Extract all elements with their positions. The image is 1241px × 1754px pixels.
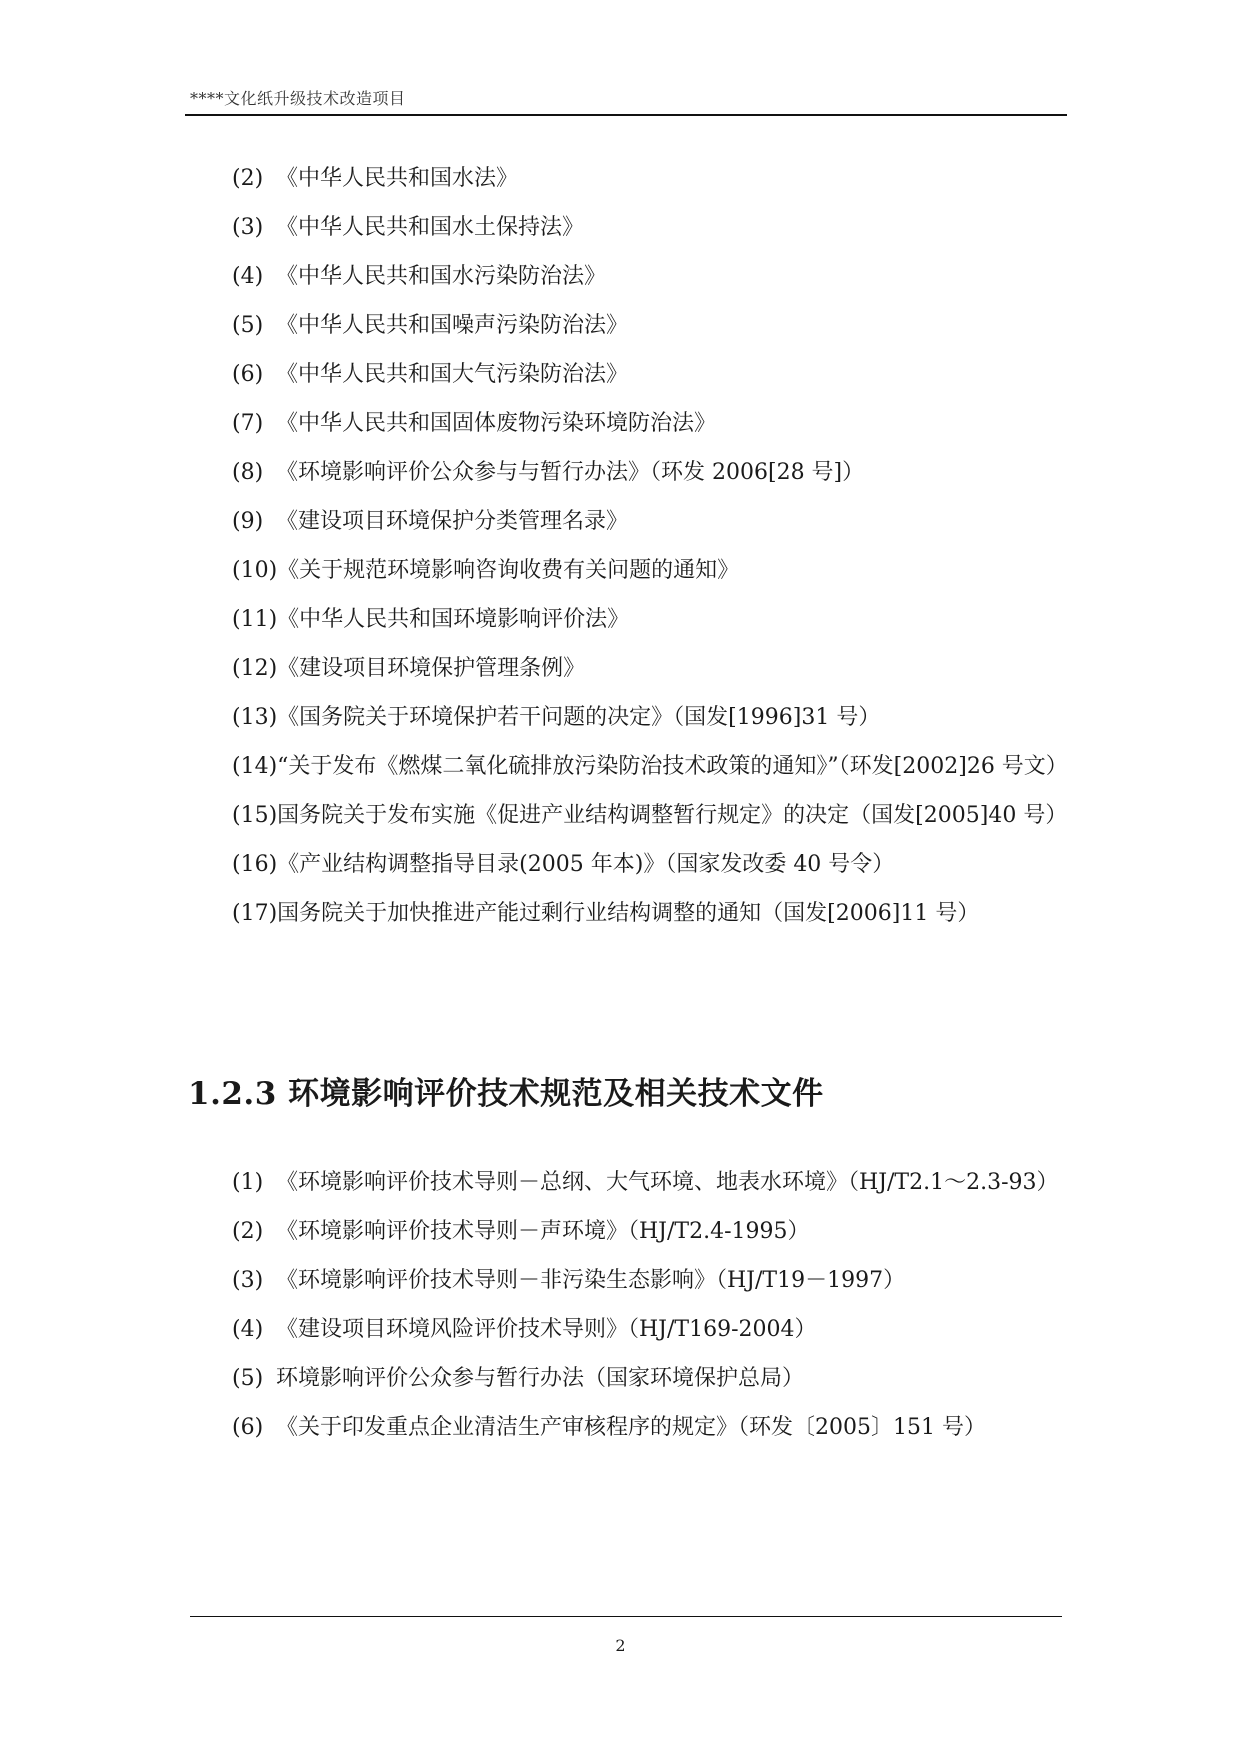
list-item	[232, 497, 1064, 546]
item-number: (2)	[232, 1219, 264, 1244]
list-item	[232, 154, 1064, 203]
item-text: 《中华人民共和国水土保持法》	[276, 215, 585, 240]
list-item	[232, 350, 1064, 399]
item-number: (4)	[232, 264, 264, 289]
item-text: 《中华人民共和国噪声污染防治法》	[276, 313, 629, 338]
item-number: (16)	[232, 852, 278, 877]
header-rule	[185, 114, 1067, 116]
list-item	[232, 399, 1064, 448]
list-item	[232, 693, 1064, 742]
item-text: 《环境影响评价技术导则－总纲、大气环境、地表水环境》（HJ/T2.1～2.3-93）	[276, 1170, 1059, 1195]
item-number: (6)	[232, 362, 264, 387]
list-item	[232, 791, 1068, 840]
item-number: (6)	[232, 1415, 264, 1440]
list-item	[232, 889, 1064, 938]
list-item	[232, 1305, 1064, 1354]
item-number: (14)	[232, 754, 278, 779]
item-number: (11)	[232, 607, 278, 632]
item-text: 《关于印发重点企业清洁生产审核程序的规定》（环发〔2005〕151 号）	[276, 1415, 986, 1440]
item-text: 《建设项目环境保护分类管理名录》	[276, 509, 629, 534]
list-item	[232, 840, 1064, 889]
item-number: (5)	[232, 313, 264, 338]
list-item	[232, 1403, 1064, 1452]
item-number: (12)	[232, 656, 278, 681]
item-text: 《环境影响评价技术导则－声环境》（HJ/T2.4-1995）	[276, 1219, 810, 1244]
item-number: (3)	[232, 1268, 264, 1293]
list-item	[232, 1158, 1064, 1207]
item-text: 《中华人民共和国环境影响评价法》	[277, 607, 630, 632]
list-item	[232, 644, 1064, 693]
item-number: (5)	[232, 1366, 264, 1391]
item-text: 《中华人民共和国大气污染防治法》	[276, 362, 629, 387]
item-text: 《产业结构调整指导目录(2005 年本)》（国家发改委 40 号令）	[277, 852, 895, 877]
item-number: (3)	[232, 215, 264, 240]
list-item	[232, 1207, 1064, 1256]
item-number: (9)	[232, 509, 264, 534]
item-number: (7)	[232, 411, 264, 436]
list-item	[232, 252, 1064, 301]
item-text: 环境影响评价公众参与暂行办法（国家环境保护总局）	[276, 1366, 805, 1391]
page-number: 2	[615, 1636, 626, 1655]
item-text: 国务院关于加快推进产能过剩行业结构调整的通知（国发[2006]11 号）	[277, 901, 980, 926]
item-text: 《建设项目环境保护管理条例》	[277, 656, 586, 681]
item-text: 《关于规范环境影响咨询收费有关问题的通知》	[277, 558, 740, 583]
list-item	[232, 1354, 1064, 1403]
item-text: 《中华人民共和国水污染防治法》	[276, 264, 607, 289]
list-item	[232, 546, 1064, 595]
item-text: “关于发布《燃煤二氧化硫排放污染防治技术政策的通知》”（环发[2002]26 号文）	[277, 754, 1068, 779]
item-number: (13)	[232, 705, 278, 730]
footer-rule	[190, 1616, 1062, 1617]
item-text: 《建设项目环境风险评价技术导则》（HJ/T169-2004）	[276, 1317, 817, 1342]
item-number: (4)	[232, 1317, 264, 1342]
item-number: (2)	[232, 166, 264, 191]
list-item	[232, 742, 1068, 791]
item-number: (10)	[232, 558, 278, 583]
item-number: (1)	[232, 1170, 264, 1195]
item-text: 《环境影响评价公众参与与暂行办法》（环发 2006[28 号]）	[276, 460, 865, 485]
section-heading: 1.2.3 环境影响评价技术规范及相关技术文件	[188, 1076, 824, 1112]
list-item	[232, 301, 1064, 350]
item-number: (15)	[232, 803, 278, 828]
list-item	[232, 448, 1064, 497]
list-item	[232, 203, 1064, 252]
item-number: (17)	[232, 901, 278, 926]
regulations-list	[232, 154, 1068, 938]
list-item	[232, 595, 1064, 644]
item-number: (8)	[232, 460, 264, 485]
item-text: 国务院关于发布实施《促进产业结构调整暂行规定》的决定（国发[2005]40 号）	[277, 803, 1068, 828]
item-text: 《国务院关于环境保护若干问题的决定》（国发[1996]31 号）	[277, 705, 881, 730]
running-header: ****文化纸升级技术改造项目	[190, 89, 406, 108]
item-text: 《环境影响评价技术导则－非污染生态影响》（HJ/T19－1997）	[276, 1268, 906, 1293]
item-text: 《中华人民共和国水法》	[276, 166, 519, 191]
technical-standards-list	[232, 1158, 1064, 1452]
item-text: 《中华人民共和国固体废物污染环境防治法》	[276, 411, 717, 436]
list-item	[232, 1256, 1064, 1305]
